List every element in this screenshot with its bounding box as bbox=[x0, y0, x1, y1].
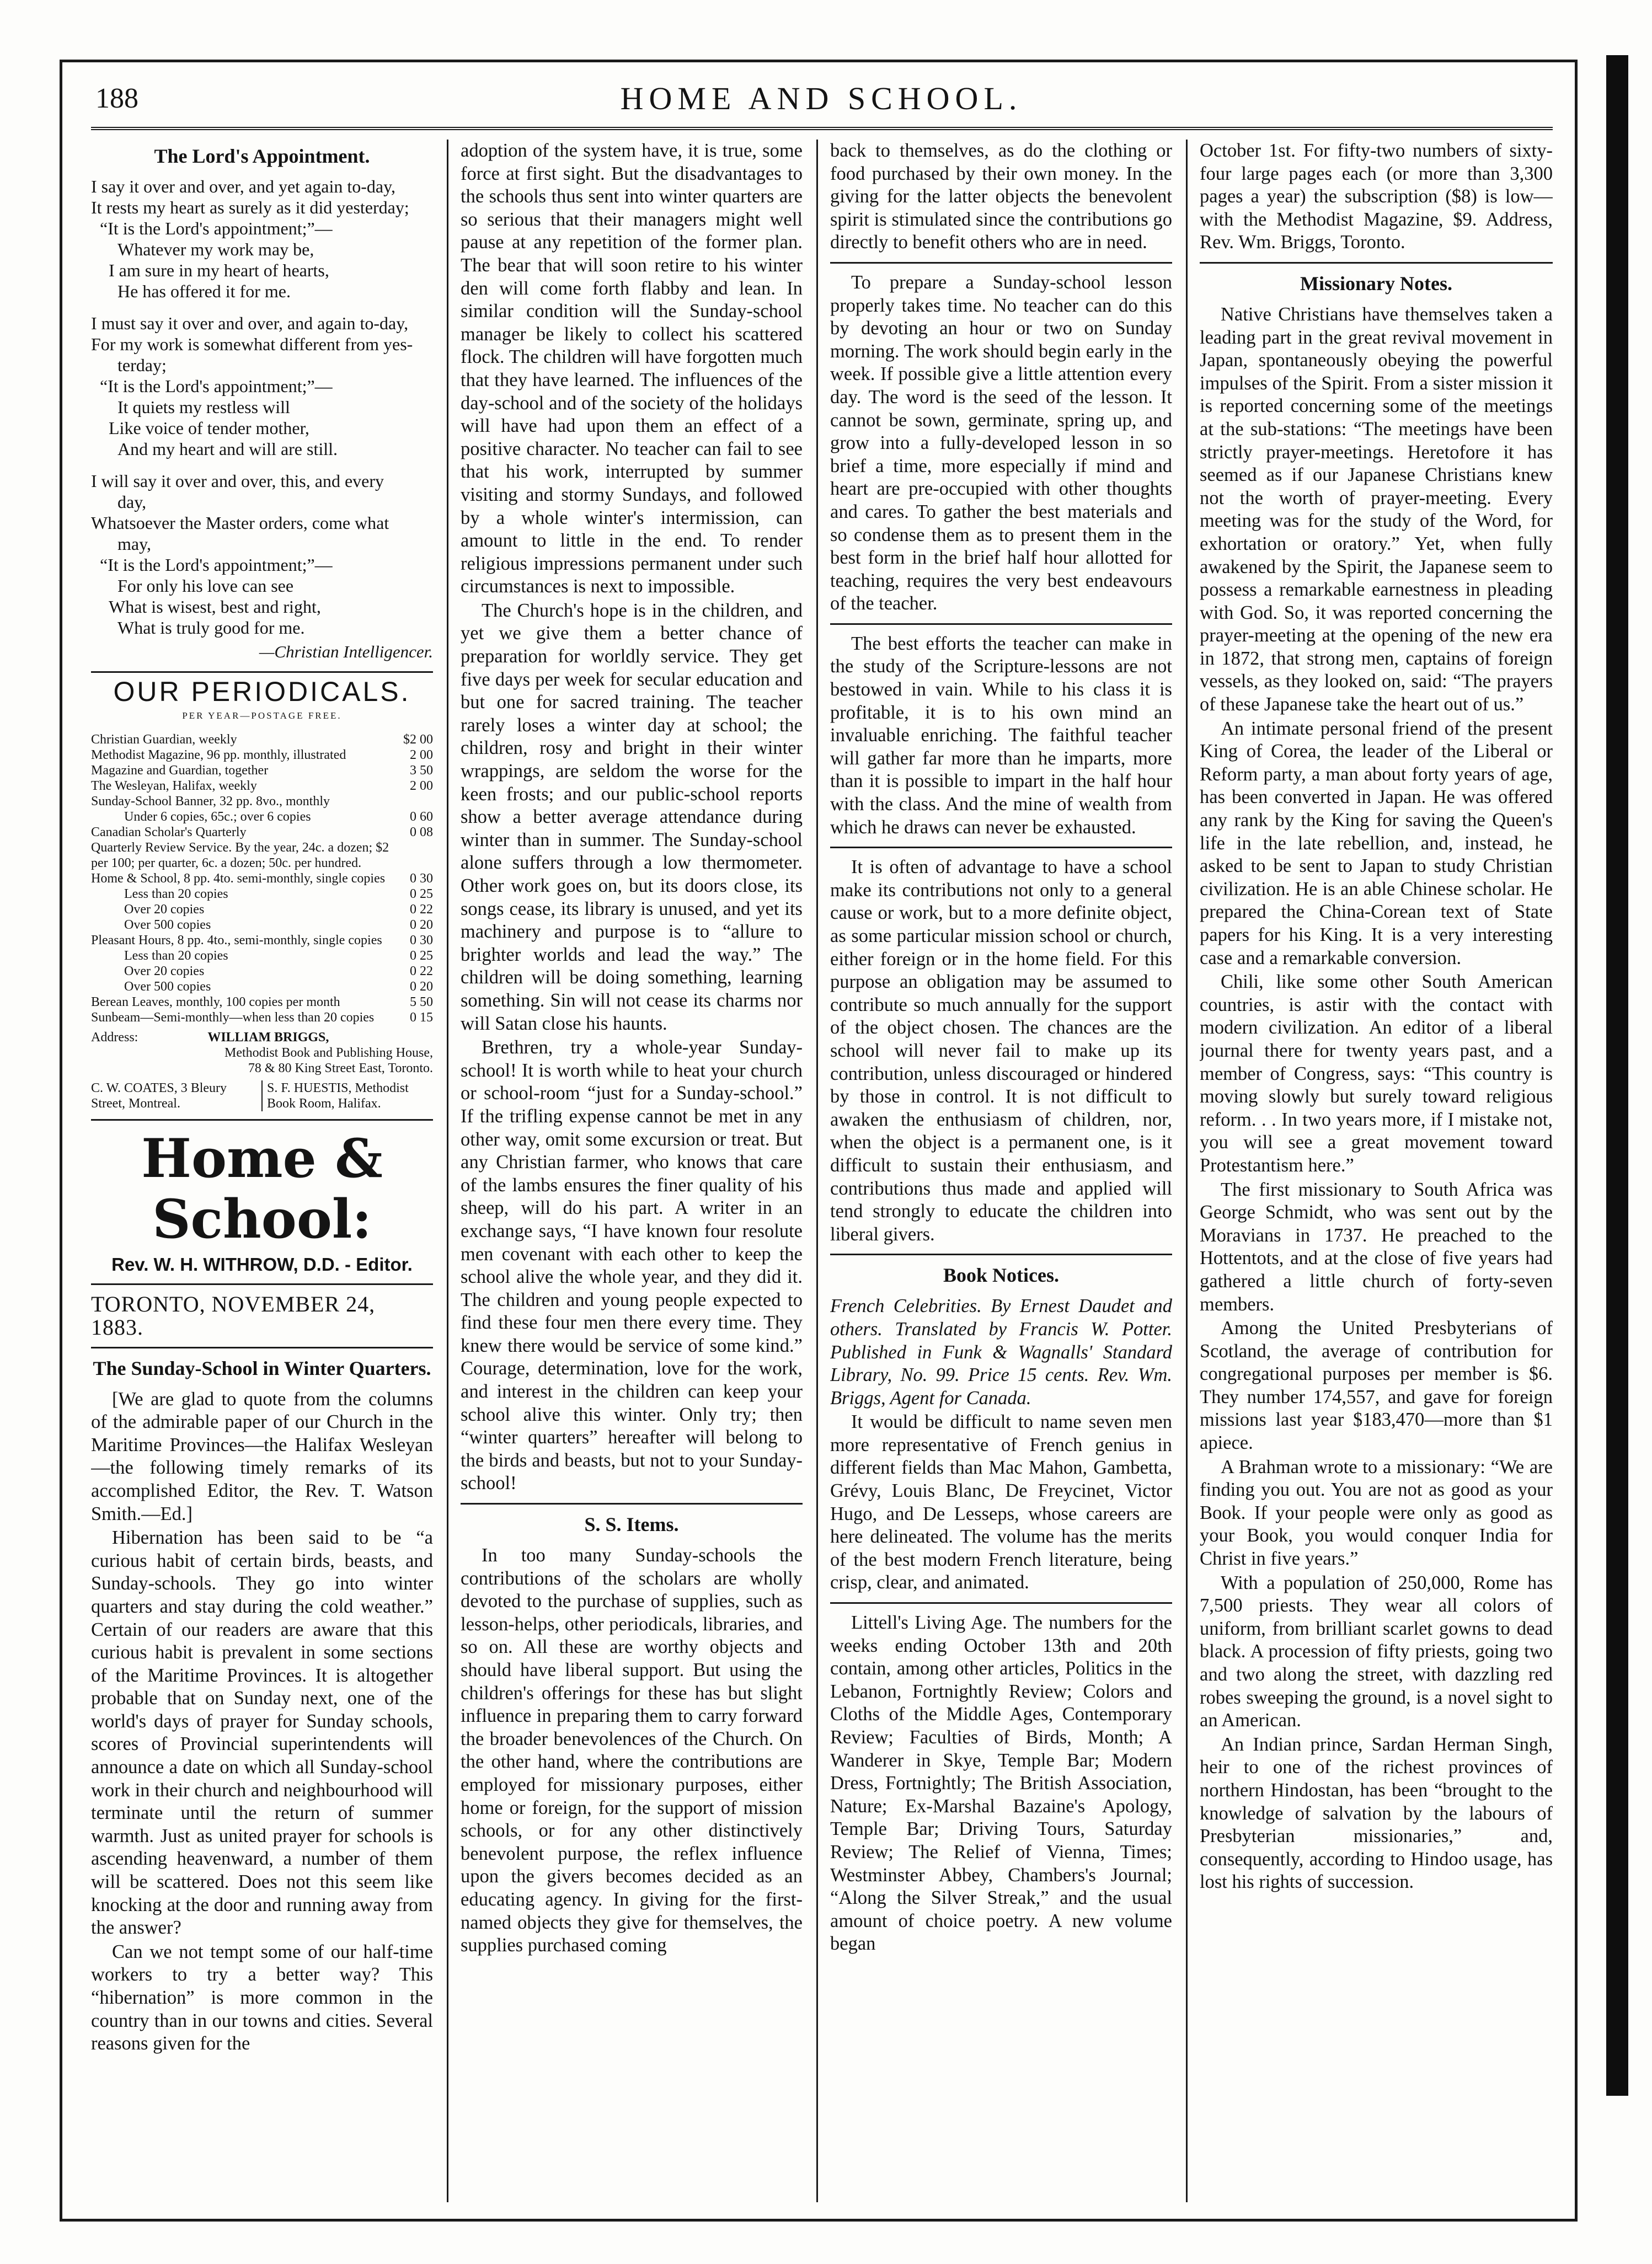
price-row bbox=[91, 778, 433, 794]
column-1 bbox=[91, 140, 433, 2202]
article-intro: [We are glad to quote from the columns of the admirable paper of our Church in the Maritime Provinces—the Halifax Wesleyan—the following timely remarks of its accomplished Editor, the Rev. T. Watson Smith.—Ed.] bbox=[91, 1388, 433, 1524]
price-value bbox=[394, 794, 433, 809]
price-value: 0 25 bbox=[410, 948, 433, 963]
price-value: 3 50 bbox=[410, 763, 433, 778]
price-value: 0 25 bbox=[410, 886, 433, 901]
note-paragraph: Chili, like some other South American countries, is astir with the contact with modern civilization. An editor of a liberal journal there for twenty years past, and a member of Congress, says: “This country is moving slowly but surely toward religious reform. . . In two years more, if I mistake not, you will see a great movement toward Protestantism here.” bbox=[1200, 971, 1553, 1176]
poem-line: terday; bbox=[91, 355, 167, 375]
running-head: HOME AND SCHOOL. bbox=[620, 81, 1023, 116]
price-row bbox=[91, 747, 433, 763]
article-paragraph: Hibernation has been said to be “a curious habit of certain birds, beasts, and Sunday-schools. They go into winter quarters and stay during the cold weather.” Certain of our readers are aware that this curious habit is prevalent in some sections of the Maritime Provinces. It is altogether probable that on Sunday next, one of the world's days of prayer for Sunday schools, scores of Provincial superintendents will announce a date on which all Sunday-school work in their church and neighbourhood will terminate until the return of summer warmth. Just as united prayer for schools is ascending heavenward, a number of them will be scattered. Does not this seem like knocking at the door and running away from the answer? bbox=[91, 1527, 433, 1939]
note-paragraph: A Brahman wrote to a missionary: “We are finding you out. You are not as good as your Book. If your people were only as good as your Book, you would conquer India for Christ in five years.” bbox=[1200, 1456, 1553, 1570]
poem-line: Whatsoever the Master orders, come what bbox=[91, 513, 389, 533]
section-rule bbox=[461, 1503, 803, 1505]
address-name: WILLIAM BRIGGS, bbox=[207, 1030, 329, 1045]
section-rule bbox=[830, 623, 1172, 625]
address-label: Address: bbox=[91, 1030, 138, 1045]
price-row bbox=[91, 979, 433, 994]
section-rule bbox=[830, 262, 1172, 264]
poem bbox=[91, 176, 433, 638]
column-rule bbox=[1186, 140, 1188, 2202]
price-row bbox=[91, 902, 433, 917]
poem-line: “It is the Lord's appointment;”— bbox=[91, 376, 333, 396]
price-item: Under 6 copies, 65c.; over 6 copies bbox=[124, 809, 311, 824]
price-row bbox=[91, 825, 433, 840]
price-row bbox=[91, 964, 433, 979]
price-item: Magazine and Guardian, together bbox=[91, 763, 269, 778]
masthead: Home & School: bbox=[141, 1127, 383, 1250]
price-list bbox=[91, 732, 433, 1025]
page-number: 188 bbox=[95, 83, 138, 114]
price-item: Over 20 copies bbox=[124, 964, 205, 978]
agent-montreal: C. W. COATES, 3 Bleury Street, Montreal. bbox=[91, 1080, 263, 1111]
poem-line: It rests my heart as surely as it did yesterday; bbox=[91, 197, 409, 217]
price-item: Berean Leaves, monthly, 100 copies per month bbox=[91, 994, 340, 1009]
price-value: 0 20 bbox=[410, 979, 433, 994]
items-paragraph: In too many Sunday-schools the contributions of the scholars are wholly devoted to the purchase of supplies, such as lesson-helps, other periodicals, libraries, and so on. All these are worthy objects and should have liberal support. But using the children's offerings for these has but slight influence in preparing them to carry forward the broader benevolences of the Church. On the other hand, where the contributions are employed for missionary purposes, either home or foreign, for the support of mission schools, or for any other distinctively benevolent purpose, the reflex influence upon the givers becomes decided as an educating agency. In giving for the first-named objects they give for themselves, the supplies purchased coming bbox=[461, 1545, 803, 1956]
poem-line bbox=[91, 302, 433, 313]
poem-line: I am sure in my heart of hearts, bbox=[91, 260, 329, 280]
article-paragraph: back to themselves, as do the clothing or food purchased by their own money. In the giving for the latter objects the benevolent spirit is stimulated since the contributions go directly to benefit others who are in need. bbox=[830, 140, 1172, 253]
poem-line: What is truly good for me. bbox=[91, 618, 305, 638]
price-item: Less than 20 copies bbox=[124, 948, 228, 963]
book-notice: French Celebrities. By Ernest Daudet and others. Translated by Francis W. Potter. Published in Funk & Wagnalls' Standard Library, No. 99. Price 15 cents. Rev. Wm. Briggs, Agent for Canada. bbox=[830, 1296, 1172, 1409]
price-row bbox=[91, 933, 433, 948]
section-rule bbox=[91, 1119, 433, 1121]
price-item: Over 500 copies bbox=[124, 917, 211, 932]
section-rule bbox=[91, 1283, 433, 1285]
items-title: S. S. Items. bbox=[584, 1513, 679, 1536]
poem-line: And my heart and will are still. bbox=[91, 439, 338, 459]
price-row bbox=[91, 809, 433, 825]
poem-line: day, bbox=[91, 492, 147, 512]
periodicals-title: OUR PERIODICALS. bbox=[113, 676, 411, 707]
poem-line: I must say it over and over, and again to-day, bbox=[91, 313, 409, 333]
article-paragraph: Can we not tempt some of our half-time workers to try a better way? This “hibernation” is more common in the country than in our towns and cities. Several reasons given for the bbox=[91, 1941, 433, 2054]
price-item: The Wesleyan, Halifax, weekly bbox=[91, 778, 257, 793]
newspaper-page bbox=[60, 60, 1578, 2222]
section-rule bbox=[830, 847, 1172, 848]
binding-shadow bbox=[1606, 55, 1628, 2096]
poem-title: The Lord's Appointment. bbox=[154, 145, 370, 167]
article-paragraph: To prepare a Sunday-school lesson properly takes time. No teacher can do this by devoting an hour or two on Sunday morning. The work should begin early in the week. If possible give a little attention every day. The word is the seed of the lesson. It cannot be sown, germinate, spring up, and grow into a fully-developed lesson in so brief a time, more especially if mind and heart are pre-occupied with other thoughts and cares. To gather the best materials and so condense them as to present them in the best form in the brief half hour allotted for teaching, requires the very best endeavours of the teacher. bbox=[830, 271, 1172, 614]
poem-line: For my work is somewhat different from yes- bbox=[91, 334, 413, 354]
article-paragraph: Brethren, try a whole-year Sunday-school! It is worth while to heat your church or school-room “just for a Sunday-school.” If the trifling expense cannot be met in any other way, omit some excursion or treat. But any Christian farmer, who knows that care of the lambs ensures the finer quality of his sheep, will do his part. A writer in an exchange says, “I have known four resolute men covenant with each other to keep the school alive the whole year, and they did it. The children and young people expected to find these four men there every time. They knew there would be service of some kind.” Courage, determination, love for the work, and interest in the children can keep your school alive this winter. Only try; then “winter quarters” hereafter will belong to the birds and beasts, but not to your Sunday-school! bbox=[461, 1037, 803, 1494]
column-3 bbox=[830, 140, 1172, 2202]
price-value: 0 20 bbox=[410, 917, 433, 932]
editor-line: Rev. W. H. WITHROW, D.D. - Editor. bbox=[111, 1254, 413, 1275]
note-paragraph: An Indian prince, Sardan Herman Singh, heir to one of the richest provinces of northern Hindostan, has been “brought to the knowledge of salvation by the labours of Presbyterian missionaries,” and, consequently, according to Hindoo usage, has lost his rights of succession. bbox=[1200, 1733, 1553, 1893]
price-row bbox=[91, 871, 433, 886]
poem-line: For only his love can see bbox=[91, 576, 294, 596]
price-item: Methodist Magazine, 96 pp. monthly, illustrated bbox=[91, 747, 346, 762]
poem-line: It quiets my restless will bbox=[91, 397, 290, 417]
price-item: Pleasant Hours, 8 pp. 4to., semi-monthly, single copies bbox=[91, 933, 382, 948]
price-value: 0 15 bbox=[410, 1010, 433, 1025]
price-row bbox=[91, 994, 433, 1010]
periodicals-subtitle: PER YEAR—POSTAGE FREE. bbox=[182, 710, 342, 721]
price-value bbox=[394, 840, 433, 871]
price-value: 0 60 bbox=[410, 809, 433, 824]
price-value: 0 30 bbox=[410, 871, 433, 886]
note-paragraph: The first missionary to South Africa was George Schmidt, who was sent out by the Moravians in 1737. He preached to the Hottentots, and at the close of five years had gathered a little church of forty-seven members. bbox=[1200, 1179, 1553, 1315]
address-line: 78 & 80 King Street East, Toronto. bbox=[248, 1061, 433, 1075]
poem-line: I will say it over and over, this, and every bbox=[91, 471, 384, 491]
price-value: 0 22 bbox=[410, 964, 433, 978]
poem-line: may, bbox=[91, 534, 152, 554]
book-notice: Littell's Living Age. The numbers for the weeks ending October 13th and 20th contain, among other articles, Politics in the Lebanon, Fortnightly Review; Colors and Cloths of the Middle Ages, Contemporary Review; Faculties of Birds, Month; A Wanderer in Skye, Temple Bar; Modern Dress, Fortnightly; The British Association, Nature; Ex-Marshal Bazaine's Apology, Temple Bar; Driving Tours, Saturday Review; The Relief of Vienna, Times; Westminster Abbey, Chambers's Journal; “Along the Silver Streak,” and the usual amount of choice poetry. A new volume began bbox=[830, 1612, 1172, 1955]
dateline: TORONTO, NOVEMBER 24, 1883. bbox=[91, 1292, 376, 1340]
column-4 bbox=[1200, 140, 1553, 2202]
poem-line: He has offered it for me. bbox=[91, 281, 291, 301]
price-value: 5 50 bbox=[410, 994, 433, 1009]
note-paragraph: With a population of 250,000, Rome has 7,500 priests. They wear all colors of uniform, from brilliant scarlet gowns to dead black. A procession of fifty priests, going two and two along the street, with dazzling red robes sweeping the ground, is a novel sight to an American. bbox=[1200, 1572, 1553, 1731]
price-item: Over 500 copies bbox=[124, 979, 211, 994]
agent-halifax: S. F. HUESTIS, Methodist Book Room, Halifax. bbox=[267, 1080, 409, 1111]
poem-line: I say it over and over, and yet again to-day, bbox=[91, 176, 395, 196]
missionary-notes-title: Missionary Notes. bbox=[1300, 272, 1452, 295]
address-block bbox=[91, 1030, 433, 1111]
header-rule bbox=[91, 127, 1553, 130]
price-row bbox=[91, 917, 433, 933]
price-item: Home & School, 8 pp. 4to. semi-monthly, single copies bbox=[91, 871, 386, 886]
price-value: 0 08 bbox=[410, 825, 433, 839]
price-row bbox=[91, 732, 433, 747]
price-value: 2 00 bbox=[410, 747, 433, 762]
column-rule bbox=[447, 140, 448, 2202]
section-rule bbox=[830, 1254, 1172, 1255]
article-title: The Sunday-School in Winter Quarters. bbox=[93, 1357, 431, 1379]
poem-line bbox=[91, 459, 433, 470]
price-row bbox=[91, 1010, 433, 1025]
price-value: 2 00 bbox=[410, 778, 433, 793]
poem-line: Whatever my work may be, bbox=[91, 239, 314, 259]
price-item: Canadian Scholar's Quarterly bbox=[91, 825, 247, 839]
price-row bbox=[91, 763, 433, 778]
column-2 bbox=[461, 140, 803, 2202]
book-notices-title: Book Notices. bbox=[943, 1264, 1059, 1287]
book-notice-body: It would be difficult to name seven men more representative of French genius in different fields than Mac Mahon, Gambetta, Grévy, Louis Blanc, De Freycinet, Victor Hugo, and De Lesseps, whose careers are here delineated. The volume has the merits of the best modern French literature, being crisp, clear, and animated. bbox=[830, 1411, 1172, 1593]
poem-line: What is wisest, best and right, bbox=[91, 597, 321, 617]
price-value: 0 30 bbox=[410, 933, 433, 948]
price-row bbox=[91, 794, 433, 809]
article-paragraph: The Church's hope is in the children, and yet we give them a better chance of preparation for worldly service. They get five days per week for secular education and but one for sacred training. The teacher rarely loses a winter day at school; the children, rosy and bright in their winter wrappings, are seldom the worse for the keen frosts; and our public-school reports show a better average attendance during winter than in summer. The Sunday-school alone suffers through a low thermometer. Other work goes on, but its doors close, its songs cease, its library is unused, and yet its machinery and purpose is to “allure to brighter worlds and lead the way.” The children will be doing something, learning something. Sin will not cease its charms nor will Satan close his haunts. bbox=[461, 600, 803, 1034]
article-paragraph: The best efforts the teacher can make in the study of the Scripture-lessons are not bestowed in vain. While to his class it is profitable, it is to his own mind an invaluable enriching. The faithful teacher will gather far more than he imparts, more than it is possible to impart in the half hour with the class. And the mine of wealth from which he draws can never be exhausted. bbox=[830, 633, 1172, 838]
article-paragraph: adoption of the system have, it is true, some force at first sight. But the disadvantages to the schools thus sent into winter quarters are so serious that their managers might well pause at any repetition of the former plan. The bear that will soon retire to his winter den will come forth flabby and lean. In similar condition will the Sunday-school manager be likely to collect his scattered flock. The children will have forgotten much that they have learned. The influences of the day-school and of the society of the holidays will have had upon them an effect of a positive character. No teacher can fail to see that his work, interrupted by summer visiting and stormy Sundays, and followed by a whole winter's intermission, can amount to little in the end. To render religious impressions permanent under such circumstances is next to impossible. bbox=[461, 140, 803, 597]
section-rule bbox=[91, 671, 433, 673]
column-rule bbox=[816, 140, 818, 2202]
price-item: Quarterly Review Service. By the year, 24c. a dozen; $2 per 100; per quarter, 6c. a dozen; 50c. per hundred. bbox=[91, 840, 389, 870]
address-line: Methodist Book and Publishing House, bbox=[224, 1045, 433, 1060]
price-row bbox=[91, 886, 433, 902]
poem-source: —Christian Intelligencer. bbox=[259, 642, 433, 661]
note-paragraph: An intimate personal friend of the present King of Corea, the leader of the Liberal or Reform party, a man about forty years of age, has been converted in Japan. He was offered any rank by the King for saving the Queen's life in the late rebellion, and, instead, he asked to be sent to Japan to study Christian civilization. He is an able Chinese scholar. He prepared the China-Corean text of State papers for his King. It is a very interesting case and a remarkable conversion. bbox=[1200, 718, 1553, 968]
price-row bbox=[91, 840, 433, 871]
note-paragraph: Native Christians have themselves taken a leading part in the great revival movement in Japan, spontaneously obeying the powerful impulses of the Spirit. From a sister mission it is reported concerning some of the meetings at the sub-stations: “The meetings have been strictly prayer-meetings. Heretofore it has seemed as if our Japanese Christians knew not the worth of prayer-meeting. Every meeting was for the study of the Word, for exhortation or oratory.” Yet, when fully awakened by the Spirit, the Japanese seem to possess a remarkable earnestness in pleading with God. So, it was reported concerning the prayer-meeting at the opening of the new era in 1872, that strong men, captains of foreign vessels, as they looked on, said: “The prayers of these Japanese take the heart out of us.” bbox=[1200, 303, 1553, 715]
price-item: Christian Guardian, weekly bbox=[91, 732, 237, 747]
price-item: Sunbeam—Semi-monthly—when less than 20 copies bbox=[91, 1010, 375, 1025]
poem-line: “It is the Lord's appointment;”— bbox=[91, 555, 333, 575]
section-rule bbox=[91, 1347, 433, 1348]
price-value: $2 00 bbox=[403, 732, 433, 747]
price-item: Sunday-School Banner, 32 pp. 8vo., monthly bbox=[91, 794, 330, 809]
note-paragraph: Among the United Presbyterians of Scotland, the average of contribution for congregational purposes per member is $6. They number 174,557, and gave for foreign missions last year $183,470—more than $1 apiece. bbox=[1200, 1318, 1553, 1454]
price-item: Less than 20 copies bbox=[124, 886, 228, 901]
section-rule bbox=[1200, 262, 1553, 264]
article-paragraph: October 1st. For fifty-two numbers of sixty-four large pages each (or more than 3,300 pages a year) the subscription ($8) is low—with the Methodist Magazine, $9. Address, Rev. Wm. Briggs, Toronto. bbox=[1200, 140, 1553, 253]
poem-line: “It is the Lord's appointment;”— bbox=[91, 218, 333, 238]
poem-line: Like voice of tender mother, bbox=[91, 418, 309, 438]
section-rule bbox=[830, 1602, 1172, 1604]
price-value: 0 22 bbox=[410, 902, 433, 917]
article-paragraph: It is often of advantage to have a school make its contributions not only to a general cause or work, but to a more definite object, as some particular mission school or church, either foreign or in the home field. For this purpose an obligation may be assumed to contribute so much annually for the support of the object chosen. The chances are the school will never fail to make up its contribution, unless discouraged or hindered by those in control. It is not difficult to awaken the enthusiasm of children, nor, when the object is a permanent one, is it difficult to sustain their enthusiasm, and contributions thus made and applied will tend strongly to educate the children into liberal givers. bbox=[830, 857, 1172, 1245]
price-row bbox=[91, 948, 433, 964]
price-item: Over 20 copies bbox=[124, 902, 205, 917]
